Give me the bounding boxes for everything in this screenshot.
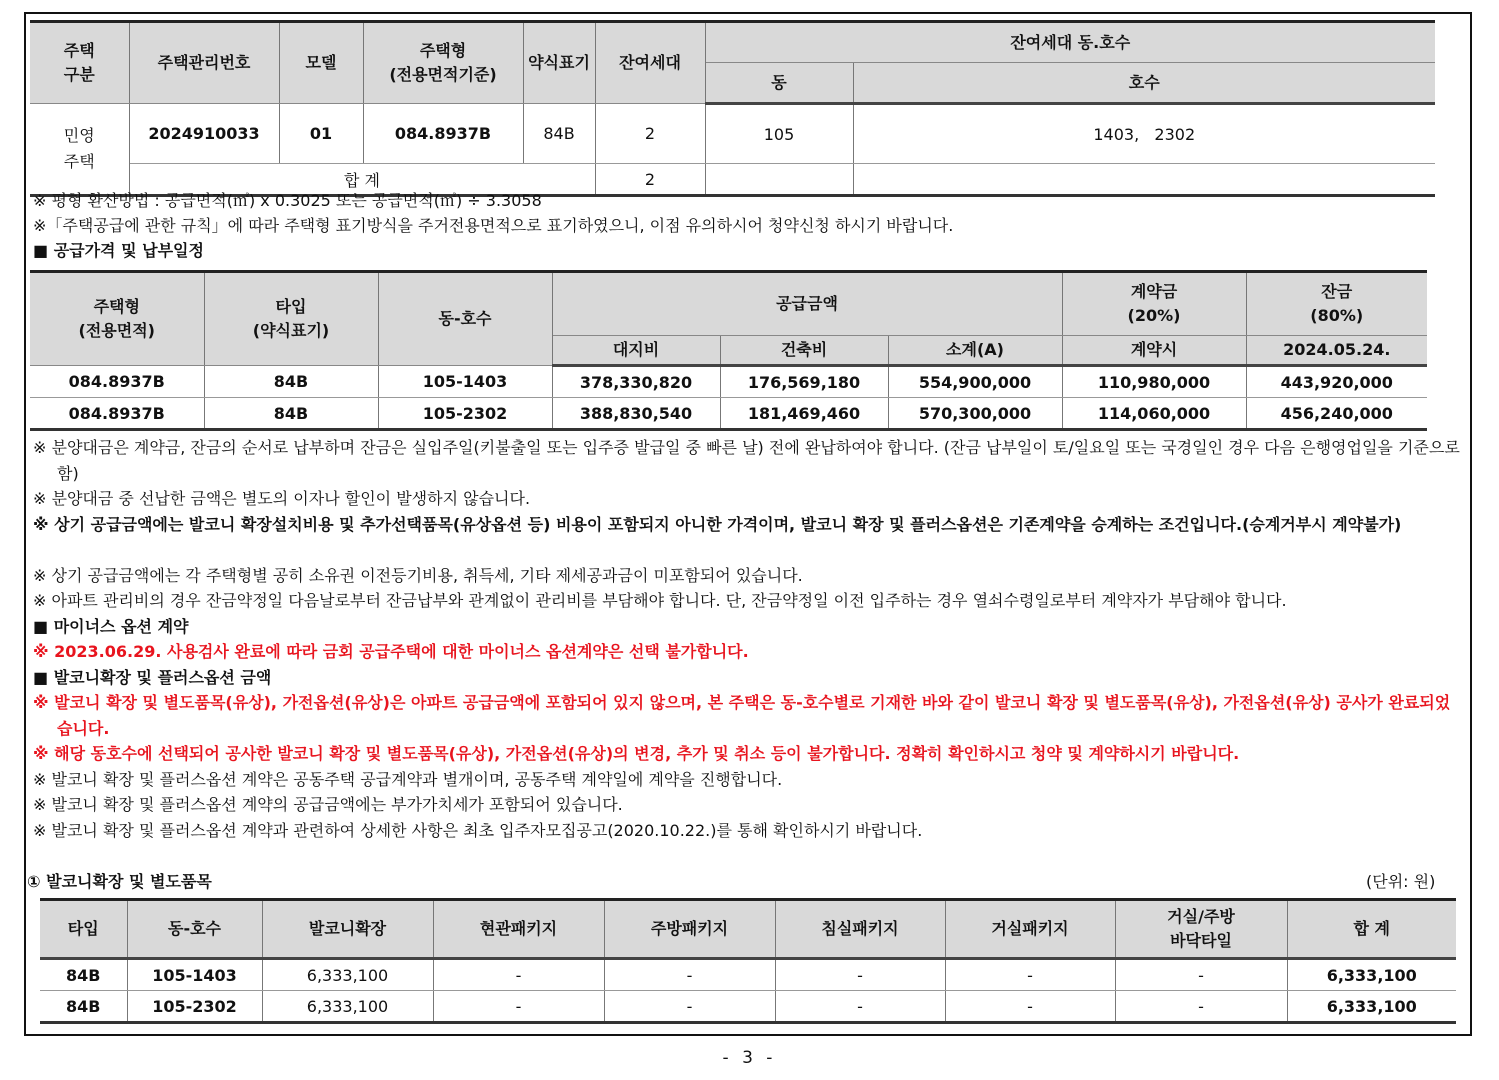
cell-type: 84B (40, 959, 127, 991)
cell-building-cost: 176,569,180 (720, 366, 888, 398)
header-total: 합 계 (1287, 900, 1456, 959)
cell-balance: 456,240,000 (1246, 398, 1427, 430)
cell-type: 84B (204, 366, 378, 398)
note-minus-option: ※ 2023.06.29. 사용검사 완료에 따라 금회 공급주택에 대한 마이너스 옵션계약은 선택 불가합니다. (33, 642, 749, 661)
cell-unit: 105-1403 (378, 366, 552, 398)
cell-management-number: 2024910033 (129, 104, 279, 164)
cell-housing-type: 084.8937B (30, 366, 204, 398)
cell-unit: 105-2302 (378, 398, 552, 430)
header-remaining: 잔여세대 (595, 22, 705, 104)
header-unit: 동-호수 (378, 272, 552, 366)
header-type: 타입 (약식표기) (204, 272, 378, 366)
total-ho (853, 164, 1435, 196)
section-title-price: ■ 공급가격 및 납부일정 (33, 241, 204, 260)
cell-unit: 105-2302 (127, 991, 262, 1023)
header-management-number: 주택관리번호 (129, 22, 279, 104)
cell-balcony-expansion: 6,333,100 (262, 991, 433, 1023)
cell-land-cost: 388,830,540 (552, 398, 720, 430)
header-housing-category: 주택 구분 (30, 22, 129, 104)
table-row (30, 398, 1427, 430)
header-housing-type: 주택형 (전용면적기준) (363, 22, 523, 104)
header-kitchen-package: 주방패키지 (604, 900, 775, 959)
remaining-units-table (30, 20, 1435, 197)
cell-deposit: 110,980,000 (1062, 366, 1246, 398)
total-remaining: 2 (595, 164, 705, 196)
cell-kitchen-package: - (604, 959, 775, 991)
header-model: 모델 (279, 22, 363, 104)
cell-deposit: 114,060,000 (1062, 398, 1246, 430)
total-dong (705, 164, 853, 196)
note-type-notation: ※「주택공급에 관한 규칙」에 따라 주택형 표기방식을 주거전용면적으로 표기하였으니, 이점 유의하시어 청약신청 하시기 바랍니다. (33, 216, 954, 235)
header-dong: 동 (705, 63, 853, 104)
cell-subtotal: 554,900,000 (888, 366, 1062, 398)
header-balance-date: 2024.05.24. (1246, 336, 1427, 366)
header-balcony-expansion: 발코니확장 (262, 900, 433, 959)
table-row (30, 366, 1427, 398)
cell-bedroom-package: - (775, 959, 945, 991)
cell-dong: 105 (705, 104, 853, 164)
note-prepayment: ※ 분양대금 중 선납한 금액은 별도의 이자나 할인이 발생하지 않습니다. (33, 489, 531, 508)
supply-price-table (30, 270, 1427, 431)
header-building-cost: 건축비 (720, 336, 888, 366)
cell-entrance-package: - (433, 959, 604, 991)
cell-ho: 1403, 2302 (853, 104, 1435, 164)
header-balance: 잔금 (80%) (1246, 272, 1427, 336)
table-row (40, 959, 1456, 991)
header-deposit-when: 계약시 (1062, 336, 1246, 366)
balcony-options-table (40, 898, 1456, 1024)
cell-building-cost: 181,469,460 (720, 398, 888, 430)
cell-abbreviation: 84B (523, 104, 595, 164)
cell-floor-tile: - (1115, 959, 1287, 991)
header-housing-type: 주택형 (전용면적) (30, 272, 204, 366)
header-land-cost: 대지비 (552, 336, 720, 366)
note-balcony-details: ※ 발코니 확장 및 플러스옵션 계약과 관련하여 상세한 사항은 최초 입주자모집공고(2020.10.22.)를 통해 확인하시기 바랍니다. (33, 821, 923, 840)
note-taxes: ※ 상기 공급금액에는 각 주택형별 공히 소유권 이전등기비용, 취득세, 기타 제세공과금이 미포함되어 있습니다. (33, 566, 803, 585)
header-abbreviation: 약식표기 (523, 22, 595, 104)
cell-entrance-package: - (433, 991, 604, 1023)
cell-living-package: - (945, 959, 1115, 991)
cell-remaining: 2 (595, 104, 705, 164)
header-deposit: 계약금 (20%) (1062, 272, 1246, 336)
table-row (30, 104, 1435, 164)
note-balcony-contract: ※ 발코니 확장 및 플러스옵션 계약은 공동주택 공급계약과 별개이며, 공동주택 계약일에 계약을 진행합니다. (33, 770, 783, 789)
section-title-balcony: ■ 발코니확장 및 플러스옵션 금액 (33, 668, 272, 687)
cell-balcony-expansion: 6,333,100 (262, 959, 433, 991)
header-bedroom-package: 침실패키지 (775, 900, 945, 959)
cell-living-package: - (945, 991, 1115, 1023)
unit-label: (단위: 원) (1366, 872, 1436, 891)
header-subtotal: 소계(A) (888, 336, 1062, 366)
header-supply-amount: 공급금액 (552, 272, 1062, 336)
cell-type: 84B (204, 398, 378, 430)
cell-balance: 443,920,000 (1246, 366, 1427, 398)
subsection-title-balcony-items: ① 발코니확장 및 별도품목 (27, 872, 212, 891)
note-balcony-vat: ※ 발코니 확장 및 플러스옵션 계약의 공급금액에는 부가가치세가 포함되어 있습니다. (33, 795, 623, 814)
cell-kitchen-package: - (604, 991, 775, 1023)
header-remaining-units: 잔여세대 동.호수 (705, 22, 1435, 63)
cell-total: 6,333,100 (1287, 959, 1456, 991)
cell-floor-tile: - (1115, 991, 1287, 1023)
cell-model: 01 (279, 104, 363, 164)
cell-unit: 105-1403 (127, 959, 262, 991)
header-ho: 호수 (853, 63, 1435, 104)
table-row (40, 991, 1456, 1023)
note-balcony-excluded: ※ 상기 공급금액에는 발코니 확장설치비용 및 추가선택품목(유상옵션 등) 비용이 포함되지 아니한 가격이며, 발코니 확장 및 플러스옵션은 기존계약을 승계하는 조건입니다.(승계거부시 계약불가) (33, 515, 1402, 534)
header-type: 타입 (40, 900, 127, 959)
cell-housing-type: 084.8937B (30, 398, 204, 430)
header-living-package: 거실패키지 (945, 900, 1115, 959)
cell-bedroom-package: - (775, 991, 945, 1023)
section-title-minus-option: ■ 마이너스 옵션 계약 (33, 617, 189, 636)
cell-total: 6,333,100 (1287, 991, 1456, 1023)
header-entrance-package: 현관패키지 (433, 900, 604, 959)
total-label: 합 계 (129, 164, 595, 196)
header-floor-tile: 거실/주방 바닥타일 (1115, 900, 1287, 959)
note-area-conversion: ※ 평형 환산방법 : 공급면적(㎡) x 0.3025 또는 공급면적(㎡) ÷ 3.3058 (33, 191, 542, 210)
cell-type: 84B (40, 991, 127, 1023)
cell-housing-category: 민영 주택 (30, 104, 129, 196)
cell-housing-type: 084.8937B (363, 104, 523, 164)
cell-land-cost: 378,330,820 (552, 366, 720, 398)
note-management-fee: ※ 아파트 관리비의 경우 잔금약정일 다음날로부터 잔금납부와 관계없이 관리비를 부담해야 합니다. 단, 잔금약정일 이전 입주하는 경우 열쇠수령일로부터 계약자가 부담해야 합니다. (33, 591, 1287, 610)
page-number: - 3 - (722, 1048, 777, 1068)
note-payment-order: ※ 분양대금은 계약금, 잔금의 순서로 납부하며 잔금은 실입주일(키불출일 또는 입주증 발급일 중 빠른 날) 전에 완납하여야 합니다. (잔금 납부일이 토/일요일 또는 국경일인 경우 다음 은행영업일을 기준으로 함) (33, 438, 1460, 483)
note-balcony-completed: ※ 발코니 확장 및 별도품목(유상), 가전옵션(유상)은 아파트 공급금액에 포함되어 있지 않으며, 본 주택은 동-호수별로 기재한 바와 같이 발코니 확장 및 별도품목(유상), 가전옵션(유상) 공사가 완료되었습니다. (33, 693, 1451, 738)
note-balcony-no-change: ※ 해당 동호수에 선택되어 공사한 발코니 확장 및 별도품목(유상), 가전옵션(유상)의 변경, 추가 및 취소 등이 불가합니다. 정확히 확인하시고 청약 및 계약하시기 바랍니다. (33, 744, 1240, 763)
header-unit: 동-호수 (127, 900, 262, 959)
cell-subtotal: 570,300,000 (888, 398, 1062, 430)
